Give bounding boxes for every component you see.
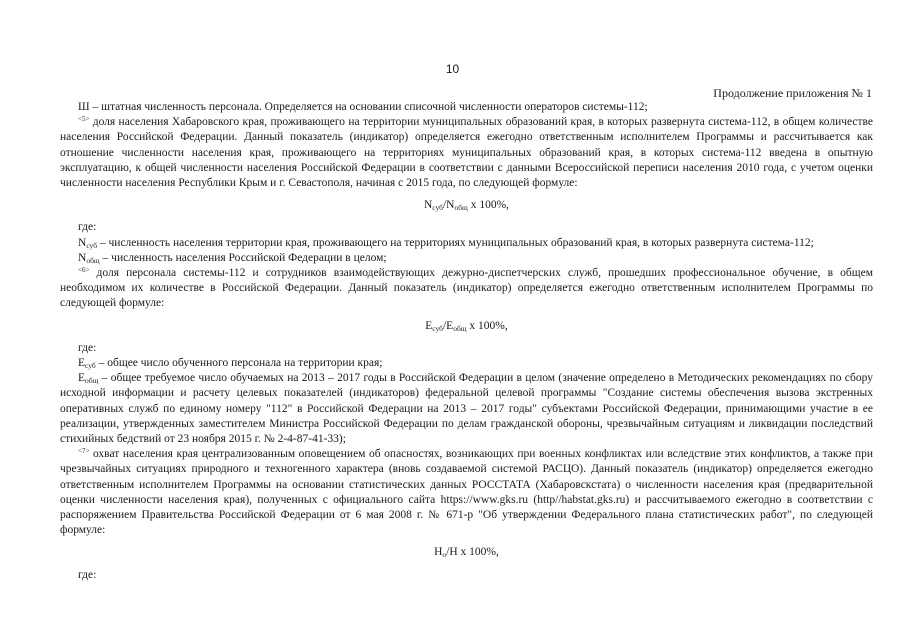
where-label: где: bbox=[78, 568, 97, 581]
footnote-5-text: доля населения Хабаровского края, проживающего на территории муниципальных образований края, в которых развернута система-112, в общем количестве населения Российской Федерации. Данный показатель (индикатор) определяется ежегодно ответственным исполнителем Программы и рассчитывается как отношение численности населения края, проживающего на территориях муниципальных образований края, в которых система-112 введена в опытную эксплуатацию, к общей численности населения Российской Федерации в соответствии с данными Всероссийской переписи населения 2010 года, с учетом оценки численности населения Республики Крым и г. Севастополя, начиная с 2015 года, по следующей формуле: bbox=[60, 116, 873, 190]
definition-e-total: $E_{общ}$ – общее требуемое число обучаемых на 2013 – 2017 годы в Российской Федерации в целом (значение определено в Методических рекомендациях по сбору исходной информации и расчету целевых показателей (индикаторов) федеральной целевой программы "Создание системы обеспечения вызова экстренных оперативных служб по единому номеру "112" в Российской Федерации на 2013 – 2017 годы" субъектами Российской Федерации, принимающими участие в ее реализации, утвержденных заместителем Министра Российской Федерации по делам гражданской обороны, чрезвычайным ситуациям и ликвидации последствий стихийных бедствий от 23 ноября 2015 г. № 2-4-87-41-33); bbox=[60, 372, 873, 446]
formula-population-share: $N_{суб}/N_{общ}$ x 100%, bbox=[423, 199, 510, 213]
document-body bbox=[60, 100, 873, 583]
formula-trained-share: $E_{суб}/E_{общ}$ x 100%, bbox=[425, 319, 508, 333]
definition-n-sub: $N_{суб}$ – численность населения территории края, проживающего на территориях муниципальных образований края, в которых развернута система-112; bbox=[78, 236, 814, 250]
definition-n-total: $N_{общ}$ – численность населения Российской Федерации в целом; bbox=[78, 251, 387, 265]
footnote-marker-5: <5> bbox=[78, 115, 90, 124]
formula-warning-coverage: $Н_о/Н$ x 100%, bbox=[434, 546, 499, 560]
paragraph-staff-count: Ш – штатная численность персонала. Определяется на основании списочной численности операторов системы-112; bbox=[78, 101, 648, 113]
footnote-5-paragraph bbox=[60, 115, 873, 191]
page-number: 10 bbox=[445, 62, 460, 76]
continuation-header: Продолжение приложения № 1 bbox=[713, 86, 872, 100]
footnote-6-paragraph bbox=[60, 266, 873, 312]
footnote-7-paragraph bbox=[60, 447, 873, 538]
where-label: где: bbox=[78, 221, 97, 234]
footnote-6-text: доля персонала системы-112 и сотрудников взаимодействующих дежурно-диспетчерских служб, прошедших профессиональное обучение, в общем необходимом их количестве в Российской Федерации. Данный показатель (индикатор) определяется ежегодно ответственным исполнителем Программы по следующей формуле: bbox=[60, 267, 873, 310]
definition-e-sub: $E_{суб}$ – общее число обученного персонала на территории края; bbox=[78, 357, 383, 371]
footnote-7-text: охват населения края централизованным оповещением об опасностях, возникающих при военных конфликтах или вследствие этих конфликтов, а также при чрезвычайных ситуациях природного и техногенного характера (вновь создаваемой системой РАСЦО). Данный показатель (индикатор) определяется ежегодно ответственным исполнителем Программы на основании статистических данных РОССТАТА (Хабаровскстата) о численности населения края (предварительной оценки численности населения края), полученных с официального сайта https://www.gks.ru (http//habstat.gks.ru) и рассчитываемого ежегодно в соответствии с распоряжением Правительства Российской Федерации от 6 мая 2008 г. № 671-р "Об утверждении Федерального плана статистических работ", по следующей формуле: bbox=[60, 448, 873, 537]
footnote-marker-7: <7> bbox=[78, 447, 90, 456]
where-label: где: bbox=[78, 341, 97, 354]
footnote-marker-6: <6> bbox=[78, 266, 90, 275]
